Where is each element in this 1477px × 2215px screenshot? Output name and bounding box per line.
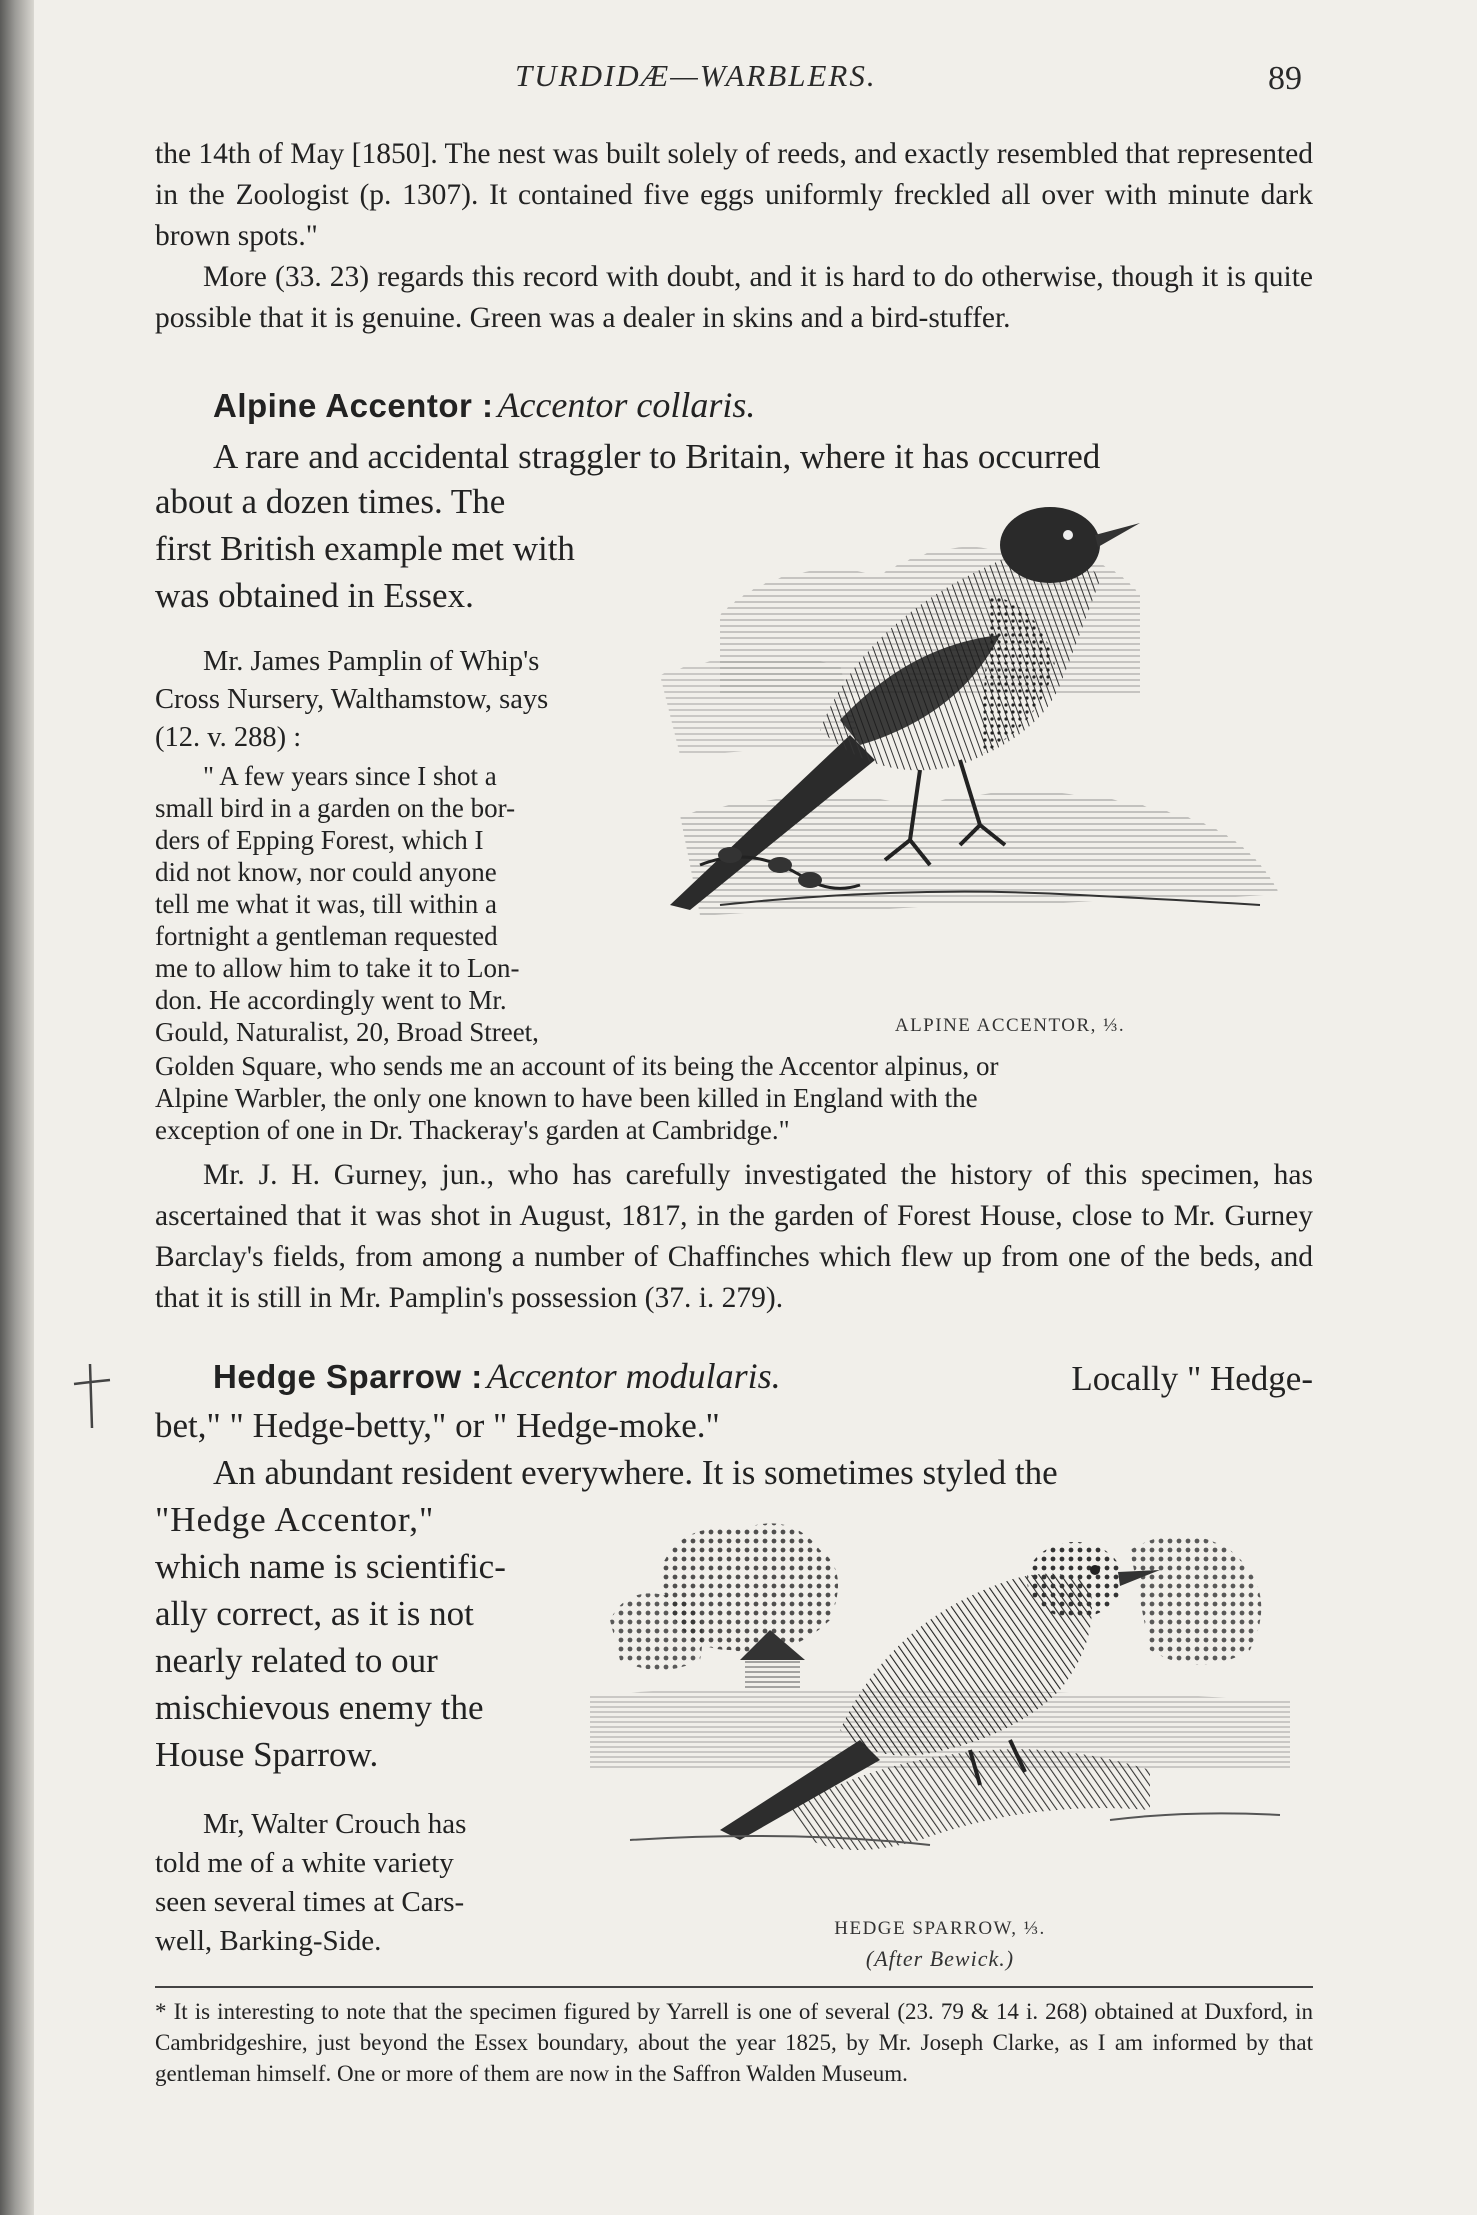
quote-line-3: ders of Epping Forest, which I (155, 825, 484, 855)
alpine-heading-scientific: Accentor collaris. (497, 385, 756, 425)
alpine-lead-line-1: about a dozen times. The (155, 482, 506, 521)
running-head: TURDIDÆ—WARBLERS. (515, 58, 877, 93)
crouch-line-3: seen several times at Cars- (155, 1886, 465, 1918)
hedge-lead-line-2: which name is scientific- (155, 1547, 506, 1586)
pamplin-quote-column (155, 760, 645, 1048)
hedge-caption: HEDGE SPARROW, ⅓. (834, 1918, 1046, 1939)
hedge-heading-tail: Locally " Hedge- (1071, 1359, 1313, 1398)
hedge-heading-common: Hedge Sparrow : (213, 1358, 483, 1395)
alpine-lead-line-3: was obtained in Essex. (155, 576, 474, 615)
quote-line-7: me to allow him to take it to Lon- (155, 953, 520, 983)
alpine-lead-line-2: first British example met with (155, 529, 575, 568)
page-number: 89 (1268, 60, 1302, 97)
quote-line-9: Gould, Naturalist, 20, Broad Street, (155, 1017, 539, 1047)
hedge-caption-sub: (After Bewick.) (865, 1946, 1015, 1971)
quote-line-1: " A few years since I shot a (203, 761, 497, 791)
quote-line-6: fortnight a gentleman requested (155, 921, 498, 951)
crouch-line-1: Mr, Walter Crouch has (203, 1808, 467, 1840)
pamplin-line-2: Cross Nursery, Walthamstow, says (155, 684, 549, 715)
quote-full-line-3: exception of one in Dr. Thackeray's garden at Cambridge." (155, 1115, 790, 1145)
hedge-lead-line-4: nearly related to our (155, 1641, 438, 1680)
hedge-lead-line: An abundant resident everywhere. It is sometimes styled the (213, 1453, 1058, 1492)
hedge-heading-line-2: bet," " Hedge-betty," or " Hedge-moke." (155, 1406, 720, 1445)
hedge-lead-line-3: ally correct, as it is not (155, 1594, 474, 1633)
hedge-lead-line-1: "Hedge Accentor," (155, 1500, 435, 1539)
gurney-paragraph: Mr. J. H. Gurney, jun., who has carefully investigated the history of this specimen, has ascertained that it was shot in August, 1817, in the garden of Forest House, close to Mr. Gurney Barclay's fields, from among a number of Chaffinches which flew up from one of the beds, and that it is still in Mr. Pamplin's possession (37. i. 279). (155, 1159, 1313, 1314)
hedge-heading-line-2-block (155, 1402, 1313, 1449)
pamplin-column (155, 643, 645, 757)
crouch-column (155, 1805, 575, 1961)
quote-continuation (155, 1050, 1313, 1146)
quote-line-4: did not know, nor could anyone (155, 857, 497, 887)
hedge-lead-column (155, 1496, 575, 1778)
more-paragraph: More (33. 23) regards this record with doubt, and it is hard to do otherwise, though it is quite possible that it is genuine. Green was a dealer in skins and a bird-stuffer. (155, 261, 1313, 334)
footnote-rule (155, 1986, 1313, 1988)
margin-cross-mark (72, 1362, 112, 1432)
intro-paragraph: the 14th of May [1850]. The nest was built solely of reeds, and exactly resembled that represented in the Zoologist (p. 1307). It contained five eggs uniformly freckled all over with minute dark brown spots." (155, 138, 1313, 252)
footnote: * It is interesting to note that the specimen figured by Yarrell is one of several (23. 79 & 14 i. 268) obtained at Duxford, in Cambridgeshire, just beyond the Essex boundary, about the year 1825, by Mr. Joseph Clarke, as I am informed by that gentleman himself. One or more of them are now in the Saffron Walden Museum. (155, 1999, 1313, 2086)
crouch-line-4: well, Barking-Side. (155, 1925, 382, 1957)
hedge-lead-line-5: mischievous enemy the (155, 1688, 484, 1727)
quote-line-2: small bird in a garden on the bor- (155, 793, 516, 823)
intro-section (155, 134, 1313, 339)
quote-full-line-2: Alpine Warbler, the only one known to have been killed in England with the (155, 1083, 978, 1113)
hedge-sparrow-illustration (590, 1510, 1290, 1900)
alpine-lead (155, 433, 1313, 480)
quote-line-5: tell me what it was, till within a (155, 889, 497, 919)
alpine-heading (155, 384, 1313, 426)
pamplin-line-3: (12. v. 288) : (155, 722, 302, 753)
hedge-lead (155, 1449, 1313, 1496)
alpine-lead-column (155, 478, 645, 619)
quote-line-8: don. He accordingly went to Mr. (155, 985, 507, 1015)
crouch-line-2: told me of a white variety (155, 1847, 454, 1879)
alpine-caption: ALPINE ACCENTOR, ⅓. (894, 1015, 1126, 1036)
quote-full-line-1: Golden Square, who sends me an account of its being the Accentor alpinus, or (155, 1051, 999, 1081)
alpine-lead-line: A rare and accidental straggler to Britain, where it has occurred (213, 437, 1101, 476)
alpine-heading-common: Alpine Accentor : (213, 387, 494, 424)
pamplin-line-1: Mr. James Pamplin of Whip's (203, 646, 540, 677)
gurney-section (155, 1155, 1313, 1319)
hedge-heading-scientific: Accentor modularis. (486, 1356, 781, 1396)
hedge-heading (155, 1355, 1313, 1402)
hedge-lead-line-6: House Sparrow. (155, 1735, 379, 1774)
alpine-accentor-illustration (660, 485, 1300, 1005)
